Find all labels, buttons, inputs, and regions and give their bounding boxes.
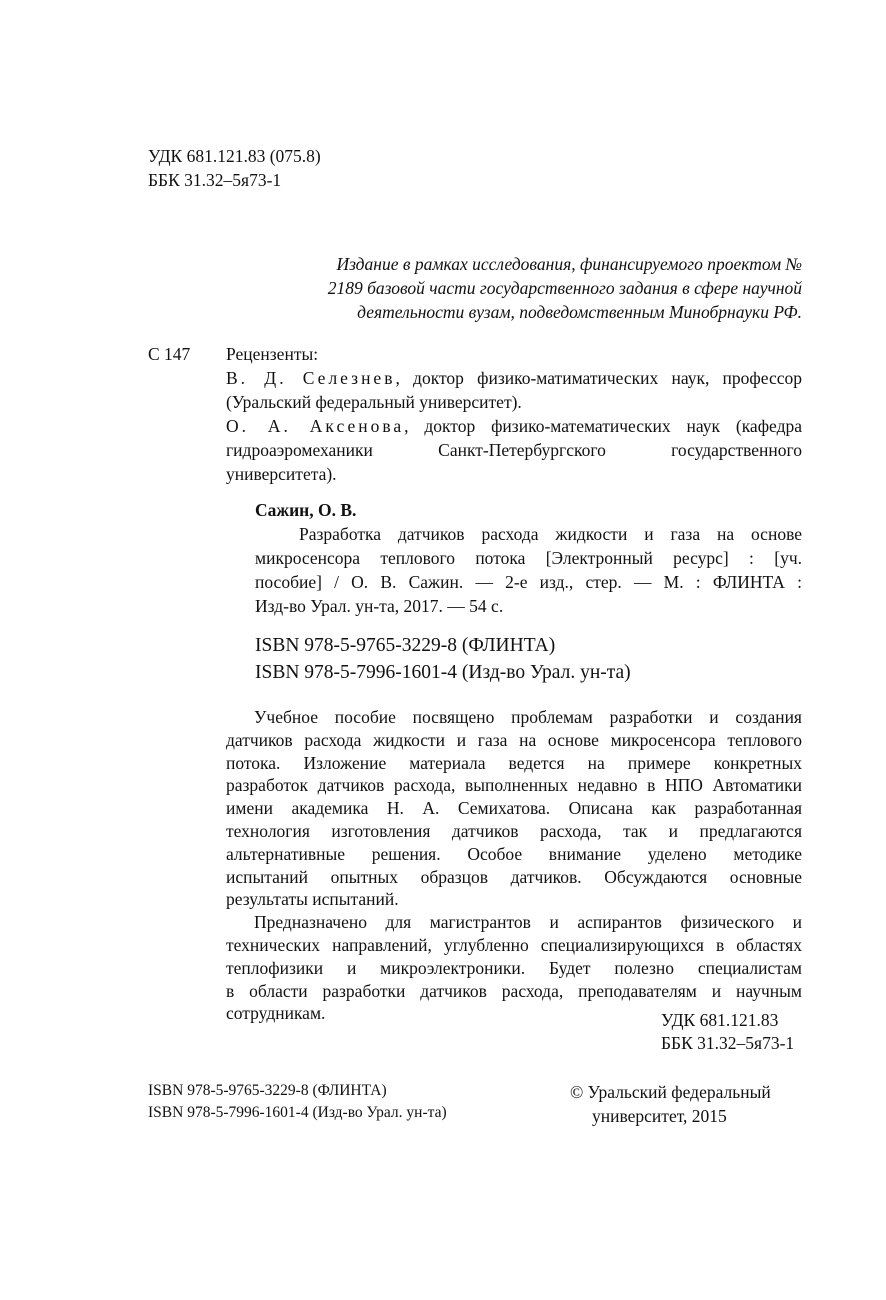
abstract-line: альтернативные решения. Особое внимание уделено методике bbox=[226, 843, 802, 864]
footer-isbn-line: ISBN 978-5-7996-1601-4 (Изд-во Урал. ун-та) bbox=[148, 1104, 447, 1121]
abstract-line: технология изготовления датчиков расхода, так и предлагаются bbox=[226, 820, 802, 841]
reviewer-1 bbox=[226, 366, 802, 390]
reviewer-2 bbox=[226, 414, 802, 438]
abstract-line: датчиков расхода жидкости и газа на основе микросенсора теплового bbox=[226, 729, 802, 750]
reviewer-2-affiliation-end: университета). bbox=[226, 464, 337, 484]
isbn-block bbox=[255, 632, 631, 686]
abstract-line: сотрудникам. bbox=[226, 1003, 326, 1024]
funding-note-line: Издание в рамках исследования, финансируемого проектом № bbox=[336, 254, 802, 274]
abstract-line: разработок датчиков расхода, выполненных недавно в НПО Автоматики bbox=[226, 775, 802, 796]
abstract-line: испытаний опытных образцов датчиков. Обсуждаются основные bbox=[226, 866, 802, 887]
udk-code: УДК 681.121.83 (075.8) bbox=[148, 146, 321, 166]
abstract-line: в области разработки датчиков расхода, преподавателям и научным bbox=[226, 980, 802, 1001]
funding-note-line: 2189 базовой части государственного задания в сфере научной bbox=[327, 278, 802, 298]
reviewer-1-name: В. Д. Селезнев bbox=[226, 368, 396, 388]
reviewers-block bbox=[226, 342, 802, 486]
abstract bbox=[226, 706, 802, 1025]
udk-code-bottom: УДК 681.121.83 bbox=[661, 1010, 779, 1030]
abstract-line: технических направлений, углубленно специализирующихся в областях bbox=[226, 934, 802, 955]
bib-line: пособие] / О. В. Сажин. — 2-е изд., стер. — М. : ФЛИНТА : bbox=[255, 572, 802, 592]
abstract-line: имени академика Н. А. Семихатова. Описана как разработанная bbox=[226, 798, 802, 819]
reviewer-1-affiliation: (Уральский федеральный университет). bbox=[226, 392, 522, 412]
bib-line: микросенсора теплового потока [Электронный ресурс] : [уч. bbox=[255, 548, 802, 568]
author-mark: С 147 bbox=[148, 344, 191, 364]
abstract-line: Предназначено для магистрантов и аспирантов физического и bbox=[254, 912, 802, 933]
reviewer-2-title: , доктор физико-математических наук (кафедра bbox=[404, 416, 802, 436]
abstract-line: потока. Изложение материала ведется на примере конкретных bbox=[226, 752, 802, 773]
bib-line: Изд-во Урал. ун-та, 2017. — 54 с. bbox=[255, 596, 504, 616]
footer-isbn-line: ISBN 978-5-9765-3229-8 (ФЛИНТА) bbox=[148, 1082, 387, 1099]
footer-isbn bbox=[148, 1080, 447, 1124]
bib-line: Разработка датчиков расхода жидкости и газа на основе bbox=[299, 524, 802, 544]
bib-author: Сажин, О. В. bbox=[255, 500, 357, 520]
copyright-line: университет, 2015 bbox=[592, 1106, 727, 1126]
isbn-line: ISBN 978-5-7996-1601-4 (Изд-во Урал. ун-та) bbox=[255, 662, 631, 683]
bbk-code: ББК 31.32–5я73-1 bbox=[148, 170, 282, 190]
abstract-line: результаты испытаний. bbox=[226, 889, 399, 910]
funding-note-line: деятельности вузам, подведомственным Минобрнауки РФ. bbox=[357, 302, 802, 322]
bibliographic-record bbox=[255, 498, 802, 618]
reviewer-1-title: , доктор физико-матиматических наук, профессор bbox=[395, 368, 802, 388]
reviewers-heading: Рецензенты: bbox=[226, 344, 319, 364]
isbn-line: ISBN 978-5-9765-3229-8 (ФЛИНТА) bbox=[255, 635, 556, 656]
reviewer-2-name: О. А. Аксенова bbox=[226, 416, 405, 436]
abstract-line: Учебное пособие посвящено проблемам разработки и создания bbox=[254, 707, 802, 727]
funding-note bbox=[328, 252, 802, 324]
bbk-code-bottom: ББК 31.32–5я73-1 bbox=[661, 1033, 795, 1053]
abstract-line: теплофизики и микроэлектроники. Будет полезно специалистам bbox=[226, 957, 802, 978]
copyright bbox=[570, 1080, 771, 1128]
copyright-line: © Уральский федеральный bbox=[570, 1082, 771, 1102]
reviewer-2-affiliation: гидроаэромеханики Санкт-Петербургского государственного bbox=[226, 440, 802, 460]
